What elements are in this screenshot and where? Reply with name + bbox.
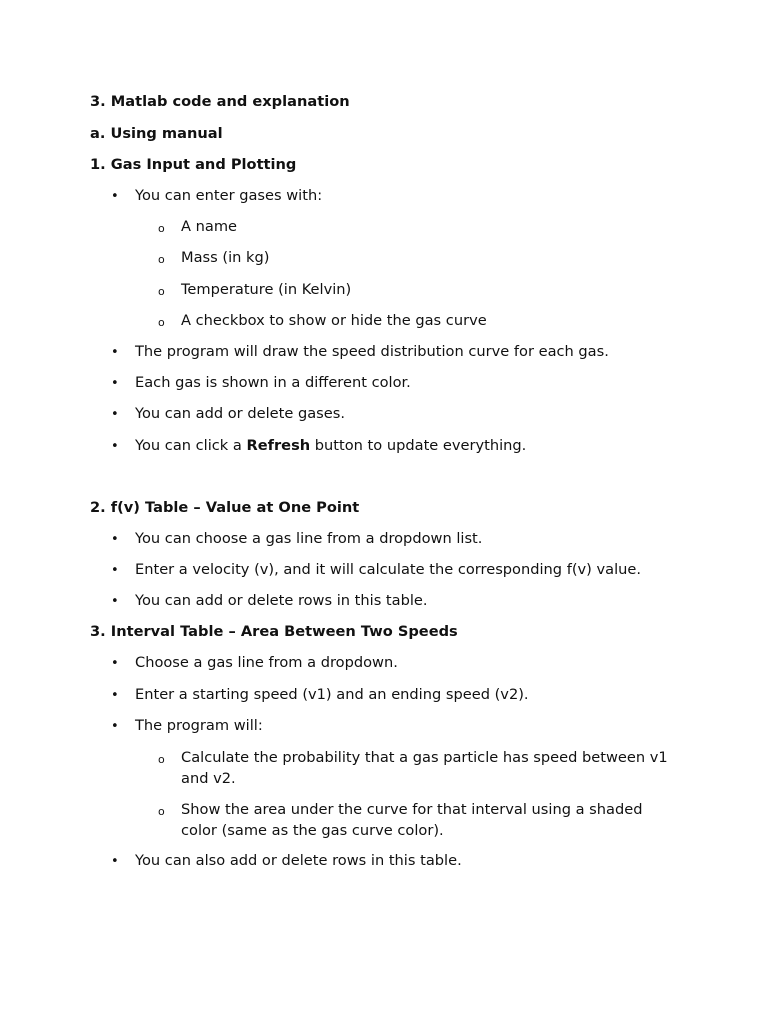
- list-item: • Each gas is shown in a different color.: [135, 373, 411, 393]
- list-item: • You can also add or delete rows in this table.: [135, 851, 462, 871]
- subsection-title: a. Using manual: [90, 125, 223, 142]
- refresh-keyword: Refresh: [246, 437, 311, 454]
- list-item-refresh: [135, 436, 526, 456]
- refresh-post-text: button to update everything.: [310, 437, 527, 454]
- sub-list-item: o Calculate the probability that a gas particle has speed between v1 and v2.: [181, 747, 671, 789]
- section-title: 3. Matlab code and explanation: [90, 93, 350, 110]
- refresh-pre-text: You can click a: [135, 437, 247, 454]
- list-item: • Enter a starting speed (v1) and an ending speed (v2).: [135, 685, 529, 705]
- part1-heading: 1. Gas Input and Plotting: [90, 156, 297, 173]
- list-item: • You can add or delete gases.: [135, 404, 345, 424]
- sub-list-item: o Mass (in kg): [181, 248, 269, 268]
- list-item: • The program will:: [135, 716, 263, 736]
- sub-list-item: o A name: [181, 217, 237, 237]
- list-item: • You can choose a gas line from a dropdown list.: [135, 529, 482, 549]
- list-item: • You can add or delete rows in this table.: [135, 591, 428, 611]
- sub-list-item: o Show the area under the curve for that interval using a shaded color (same as the gas curve color).: [181, 799, 671, 841]
- part3-heading: 3. Interval Table – Area Between Two Speeds: [90, 623, 458, 640]
- list-item: • The program will draw the speed distribution curve for each gas.: [135, 342, 609, 362]
- sub-list-item: o Temperature (in Kelvin): [181, 280, 351, 300]
- list-item: • Choose a gas line from a dropdown.: [135, 653, 398, 673]
- part2-heading: 2. f(v) Table – Value at One Point: [90, 499, 360, 516]
- list-item: • Enter a velocity (v), and it will calculate the corresponding f(v) value.: [135, 560, 641, 580]
- list-item: • You can enter gases with:: [135, 186, 322, 206]
- sub-list-item: o A checkbox to show or hide the gas curve: [181, 311, 487, 331]
